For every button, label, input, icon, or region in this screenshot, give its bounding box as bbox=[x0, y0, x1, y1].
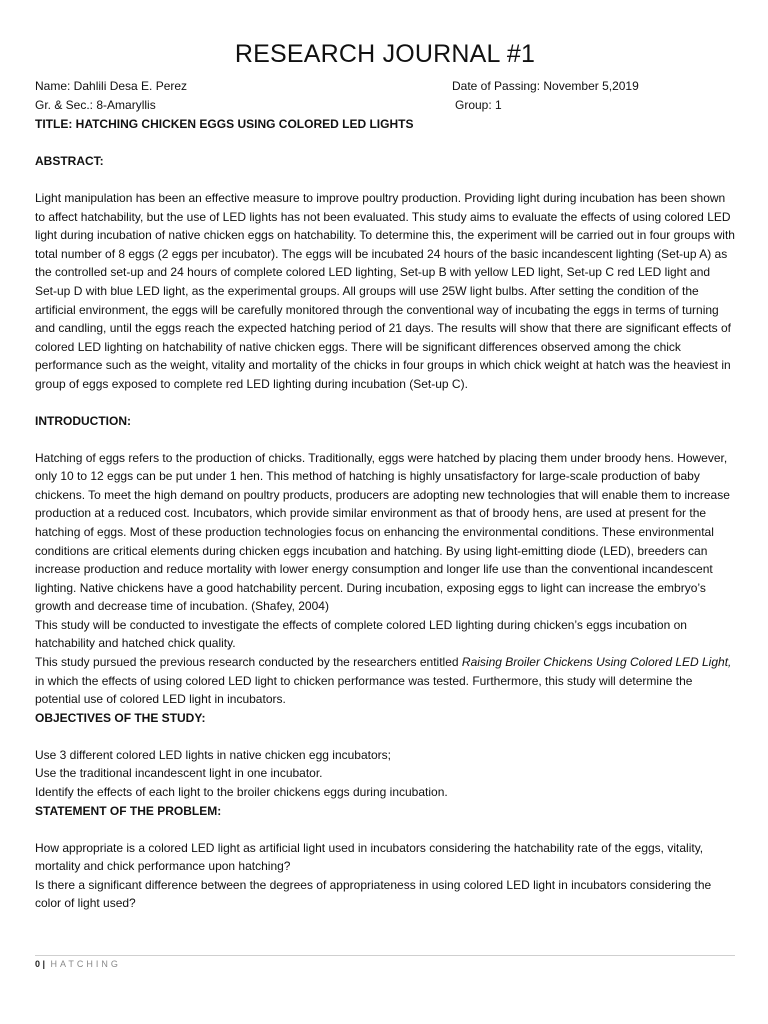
group-number: Group: 1 bbox=[455, 98, 502, 112]
objective-item: Use the traditional incandescent light in one incubator. bbox=[35, 766, 323, 781]
problem-heading: STATEMENT OF THE PROBLEM: bbox=[35, 803, 222, 818]
page-number: 0 | bbox=[35, 959, 46, 969]
running-head: HATCHING bbox=[50, 959, 121, 969]
introduction-paragraph-1: Hatching of eggs refers to the production of chicks. Traditionally, eggs were hatched by placing them under broody hens. However, only 10 to 12 eggs can be put under 1 hen. This method of hatching is highly unsatisfactory for large-scale production of baby chickens. To meet the high demand on poultry products, producers are adopting new technologies that will enable them to increase production at a reduced cost. Incubators, which provide similar environment as that of broody hens, are used at present for the hatching of eggs. Most of these production technologies focus on enhancing the environmental conditions. These environmental conditions are critical elements during chicken eggs incubation and hatching. By using light-emitting diode (LED), breeders can increase production and reduce mortality with lower energy consumption and longer life use than the conventional incandescent lighting. Native chickens have a good hatchability percent. During incubation, exposing eggs to light can increase the embryo’s growth and decrease time of incubation. (Shafey, 2004) bbox=[35, 450, 730, 614]
intro-p3-after: in which the effects of using colored LED light to chicken performance was tested. Furthermore, this study will determine the potential use of colored LED light in incubators. bbox=[35, 673, 693, 707]
problem-question-1: How appropriate is a colored LED light as artificial light used in incubators considering the hatchability rate of the eggs, vitality, mortality and chick performance upon hatching? bbox=[35, 840, 704, 874]
abstract-text: Light manipulation has been an effective measure to improve poultry production. Providing light during incubation has been shown to affect hatchability, but the use of LED lights has not been evaluated. This study aims to evaluate the effects of using colored LED light during incubation of native chicken eggs on hatchability. To determine this, the experiment will be carried out in four groups with total number of 8 eggs (2 eggs per incubator). The eggs will be incubated 24 hours of the basic incandescent lighting (Set-up A) as the controlled set-up and 24 hours of complete colored LED lighting, Set-up B with yellow LED light, Set-up C red LED light and Set-up D with blue LED light, as the experimental groups. All groups will use 25W light bulbs. After setting the condition of the artificial environment, the eggs will be carefully monitored through the conventional way of incubating the eggs in terms of turning and candling, until the eggs reach the expected hatching period of 21 days. The results will show that there are significant effects of colored LED lighting on hatchability of native chicken eggs. There will be significant differences observed among the chick performance such as the weight, vitality and mortality of the chicks in four groups in which chick weight at hatch was the heaviest in group of eggs exposed to complete red LED lighting during incubation (Set-up C). bbox=[35, 191, 735, 391]
introduction-paragraph-2: This study will be conducted to investigate the effects of complete colored LED lighting during chicken’s eggs incubation on hatchability and hatched chick quality. bbox=[35, 617, 687, 651]
grade-section: Gr. & Sec.: 8-Amaryllis bbox=[35, 98, 156, 112]
objective-item: Identify the effects of each light to the broiler chickens eggs during incubation. bbox=[35, 785, 448, 800]
problem-question-2: Is there a significant difference between the degrees of appropriateness in using colored LED light in incubators considering the color of light used? bbox=[35, 877, 712, 911]
introduction-paragraph-3 bbox=[35, 653, 735, 709]
introduction-heading: INTRODUCTION: bbox=[35, 413, 131, 428]
objective-item: Use 3 different colored LED lights in native chicken egg incubators; bbox=[35, 747, 391, 762]
abstract-heading: ABSTRACT: bbox=[35, 154, 104, 168]
intro-p3-before: This study pursued the previous research conducted by the researchers entitled bbox=[35, 655, 462, 670]
document-page bbox=[35, 40, 735, 913]
journal-title: RESEARCH JOURNAL #1 bbox=[234, 40, 536, 68]
cited-research-title: Raising Broiler Chickens Using Colored LED Light, bbox=[461, 655, 732, 670]
objectives-heading: OBJECTIVES OF THE STUDY: bbox=[35, 710, 206, 725]
paper-title: TITLE: HATCHING CHICKEN EGGS USING COLORED LED LIGHTS bbox=[35, 117, 414, 131]
page-footer bbox=[35, 955, 735, 969]
meta-row-name-date bbox=[35, 77, 735, 96]
student-name: Name: Dahlili Desa E. Perez bbox=[35, 79, 188, 93]
date-of-passing: Date of Passing: November 5,2019 bbox=[452, 79, 639, 93]
meta-row-grade-group bbox=[35, 96, 735, 115]
